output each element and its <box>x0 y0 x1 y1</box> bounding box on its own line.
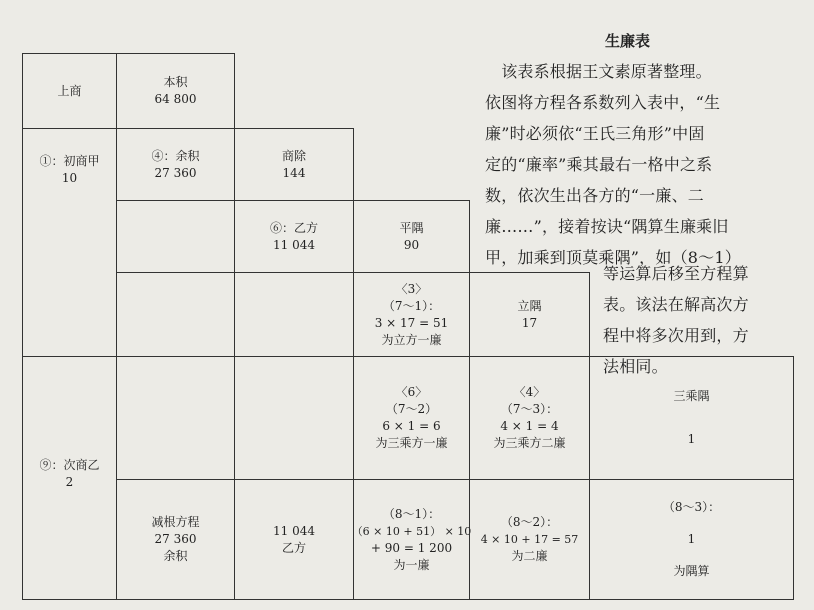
cell-text: ⑥：乙方 <box>269 220 318 235</box>
cell-ping-yu <box>353 200 470 273</box>
cell-text: 减根方程 <box>151 515 200 529</box>
cell-li-yu <box>469 272 590 357</box>
bottom-rule <box>22 599 794 600</box>
cell-yu-suan <box>589 479 794 600</box>
cell-text: 为三乘方二廉 <box>493 436 566 450</box>
cell-text: 1 <box>687 432 696 446</box>
cell-san-cheng-yu <box>589 356 794 480</box>
cell-yi-fang-result <box>234 479 354 600</box>
cell-san-cheng-yi-lian <box>353 356 470 480</box>
cell-text: 2 <box>65 475 74 489</box>
cell-text: （6 × 10 + 51） × 10 <box>351 524 472 538</box>
cell-text: 为立方一廉 <box>381 332 442 347</box>
cell-empty <box>234 356 354 480</box>
cell-text: 4 × 1 = 4 <box>500 419 559 433</box>
cell-text: 11 044 <box>273 523 315 538</box>
cell-text: 为一廉 <box>393 557 430 572</box>
cell-text: 三乘隅 <box>673 389 710 403</box>
para-line: 甲，加乘到顶莫乘隅”，如（8～1） <box>485 248 741 267</box>
cell-text: （8～3）： <box>662 500 721 515</box>
cell-shang-header <box>22 53 117 129</box>
cell-text: 余积 <box>163 549 188 563</box>
cell-text: 6 × 1 = 6 <box>382 419 441 433</box>
cell-text: + 90 = 1 200 <box>370 540 453 555</box>
cell-text: 27 360 <box>154 532 197 546</box>
cell-text: 11 044 <box>273 237 315 252</box>
cell-text: 本积 <box>163 75 188 89</box>
cell-text: 3 × 17 = 51 <box>374 315 449 330</box>
cell-text: 为二廉 <box>511 549 548 563</box>
cell-text: 立隅 <box>517 298 542 313</box>
para-line: 廉……”，接着按诀“隅算生廉乘旧 <box>485 217 729 236</box>
paragraph-wide <box>485 56 741 273</box>
cell-empty <box>116 356 235 480</box>
cell-er-lian <box>469 479 590 600</box>
cell-text: 64 800 <box>154 92 197 106</box>
cell-text: 为三乘方一廉 <box>375 436 448 450</box>
para-line: 该表系根据王文素原著整理。 <box>485 62 712 81</box>
cell-text: ④：余积 <box>151 148 200 163</box>
para-line: 依图将方程各系数列入表中，“生 <box>485 93 721 112</box>
cell-text: 17 <box>521 315 538 330</box>
cell-text: ⑨：次商乙 <box>39 458 100 472</box>
cell-text: 为隅算 <box>673 563 710 578</box>
cell-text: 4 × 10 + 17 = 57 <box>480 533 579 546</box>
cell-ben-ji <box>116 53 235 129</box>
cell-text: 27 360 <box>154 165 197 180</box>
cell-text: 90 <box>403 237 420 252</box>
cell-text: 平隅 <box>399 220 424 235</box>
table-title: 生廉表 <box>605 32 651 50</box>
cell-text: ①：初商甲 <box>39 154 100 168</box>
cell-jian-gen <box>116 479 235 600</box>
para-line: 程中将多次用到，方 <box>603 326 749 345</box>
cell-yu-ji <box>116 128 235 201</box>
cell-text: （8～2）： <box>500 515 559 529</box>
cell-text: （7～3）： <box>500 402 559 416</box>
cell-shang-chu <box>234 128 354 201</box>
cell-text: 商除 <box>281 148 306 163</box>
para-line: 表。该法在解高次方 <box>603 295 749 314</box>
cell-chu-shang <box>22 128 117 357</box>
cell-empty <box>116 272 235 357</box>
cell-yi-lian <box>353 479 470 600</box>
cell-text: 10 <box>61 171 78 185</box>
cell-text: 〈3〉 <box>395 281 428 296</box>
cell-text: （8～1）： <box>382 506 441 521</box>
cell-li-fang-yi-lian <box>353 272 470 357</box>
cell-text: 〈6〉 <box>395 385 428 399</box>
cell-text: 上商 <box>57 83 82 98</box>
cell-text: 乙方 <box>281 540 306 555</box>
para-line: 等运算后移至方程算 <box>603 264 749 283</box>
para-line: 廉”时必须依“王氏三角形”中固 <box>485 124 705 143</box>
cell-text: 1 <box>687 531 696 546</box>
cell-text: 〈4〉 <box>513 385 546 399</box>
cell-empty <box>234 272 354 357</box>
cell-text: 144 <box>282 165 306 180</box>
para-line: 定的“廉率”乘其最右一格中之系 <box>485 155 713 174</box>
cell-empty <box>116 200 235 273</box>
cell-text: （7～2） <box>385 402 438 416</box>
cell-text: （7～1）： <box>382 298 441 313</box>
cell-ci-shang <box>22 356 117 600</box>
para-line: 法相同。 <box>603 357 668 376</box>
para-line: 数，依次生出各方的“一廉、二 <box>485 186 704 205</box>
cell-san-cheng-er-lian <box>469 356 590 480</box>
cell-yi-fang <box>234 200 354 273</box>
